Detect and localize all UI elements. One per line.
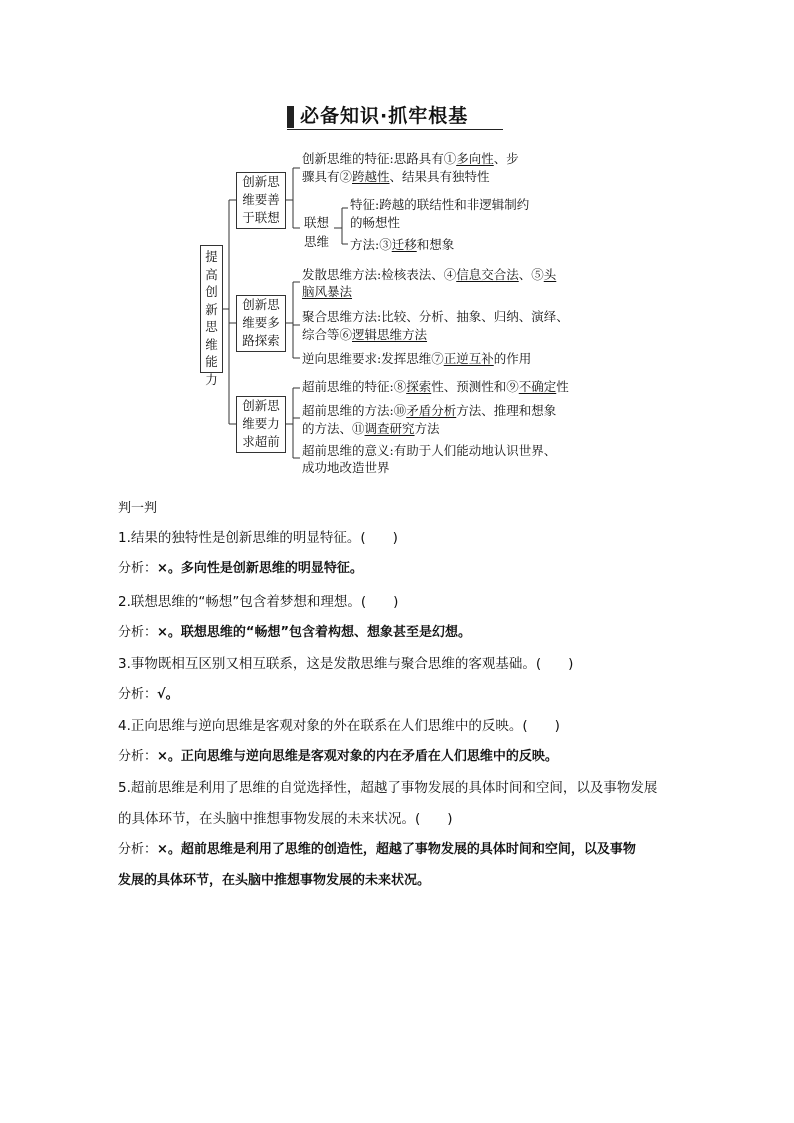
advanced-meaning-line-2: 成功地改造世界 [302, 460, 390, 475]
box-line: 于联想 [242, 210, 280, 225]
answer-1: 分析：×。多向性是创新思维的明显特征。 [118, 561, 363, 576]
box-line: 维要多 [242, 315, 280, 330]
advanced-method-line-1: 超前思维的方法:⑩矛盾分析方法、推理和想象 [302, 403, 557, 418]
root-char: 创 [205, 284, 218, 299]
answer-3: 分析：√。 [118, 687, 179, 702]
divergent-line-1: 发散思维方法:检核表法、④信息交合法、⑤头 [302, 267, 557, 282]
branch-box-association [236, 172, 286, 229]
association-label: 联想 思维 [304, 215, 330, 249]
root-char: 维 [205, 336, 218, 352]
association-feature-2: 的畅想性 [350, 215, 401, 230]
answer-5-line-2: 发展的具体环节，在头脑中推想事物发展的未来状况。 [118, 873, 431, 888]
question-2: 2.联想思维的“畅想”包含着梦想和理想。( ) [118, 594, 399, 610]
mindmap-root [200, 245, 223, 387]
root-char: 思 [205, 319, 218, 334]
feature-line-2: 骤具有②跨越性、结果具有独特性 [302, 169, 490, 184]
advanced-method-line-2: 的方法、⑪调查研究方法 [302, 421, 440, 436]
convergent-line-1: 聚合思维方法:比较、分析、抽象、归纳、演绎、 [302, 309, 569, 324]
root-char: 提 [205, 249, 218, 264]
answer-4: 分析：×。正向思维与逆向思维是客观对象的内在矛盾在人们思维中的反映。 [118, 749, 558, 764]
question-5-line-2: 的具体环节，在头脑中推想事物发展的未来状况。( ) [118, 811, 453, 827]
box-line: 创新思 [242, 297, 280, 312]
answer-5-line-1: 分析：×。超前思维是利用了思维的创造性，超越了事物发展的具体时间和空间，以及事物 [118, 842, 636, 857]
box-line: 维要善 [242, 192, 280, 207]
root-char: 力 [205, 371, 218, 387]
advanced-meaning-line-1: 超前思维的意义:有助于人们能动地认识世界、 [302, 443, 557, 458]
box-line: 路探索 [242, 333, 280, 348]
reverse-thinking-line: 逆向思维要求:发挥思维⑦正逆互补的作用 [302, 351, 532, 366]
box-line: 维要力 [242, 416, 280, 431]
divergent-line-2: 脑风暴法 [302, 284, 353, 299]
branch-box-advanced [236, 396, 286, 453]
banner-title: 必备知识·抓牢根基 [300, 105, 469, 127]
box-line: 创新思 [242, 398, 280, 413]
judge-heading: 判一判 [118, 501, 158, 516]
root-char: 高 [205, 266, 218, 282]
question-3: 3.事物既相互区别又相互联系，这是发散思维与聚合思维的客观基础。( ) [118, 656, 574, 672]
association-method: 方法:③迁移和想象 [350, 237, 455, 252]
question-1: 1.结果的独特性是创新思维的明显特征。( ) [118, 530, 398, 546]
branch-box-exploration [236, 295, 286, 352]
convergent-line-2: 综合等⑥逻辑思维方法 [302, 327, 428, 342]
answer-2: 分析：×。联想思维的“畅想”包含着构想、想象甚至是幻想。 [118, 625, 471, 640]
root-char: 能 [205, 354, 218, 369]
question-5-line-1: 5.超前思维是利用了思维的自觉选择性，超越了事物发展的具体时间和空间，以及事物发展 [118, 780, 658, 796]
box-line: 求超前 [242, 434, 280, 449]
advanced-feature-line: 超前思维的特征:⑧探索性、预测性和⑨不确定性 [302, 379, 569, 394]
box-line: 创新思 [242, 174, 280, 189]
question-4: 4.正向思维与逆向思维是客观对象的外在联系在人们思维中的反映。( ) [118, 718, 560, 734]
feature-line-1: 创新思维的特征:思路具有①多向性、步 [302, 151, 519, 166]
association-feature-1: 特征:跨越的联结性和非逻辑制约 [350, 197, 530, 212]
root-char: 新 [205, 301, 218, 317]
